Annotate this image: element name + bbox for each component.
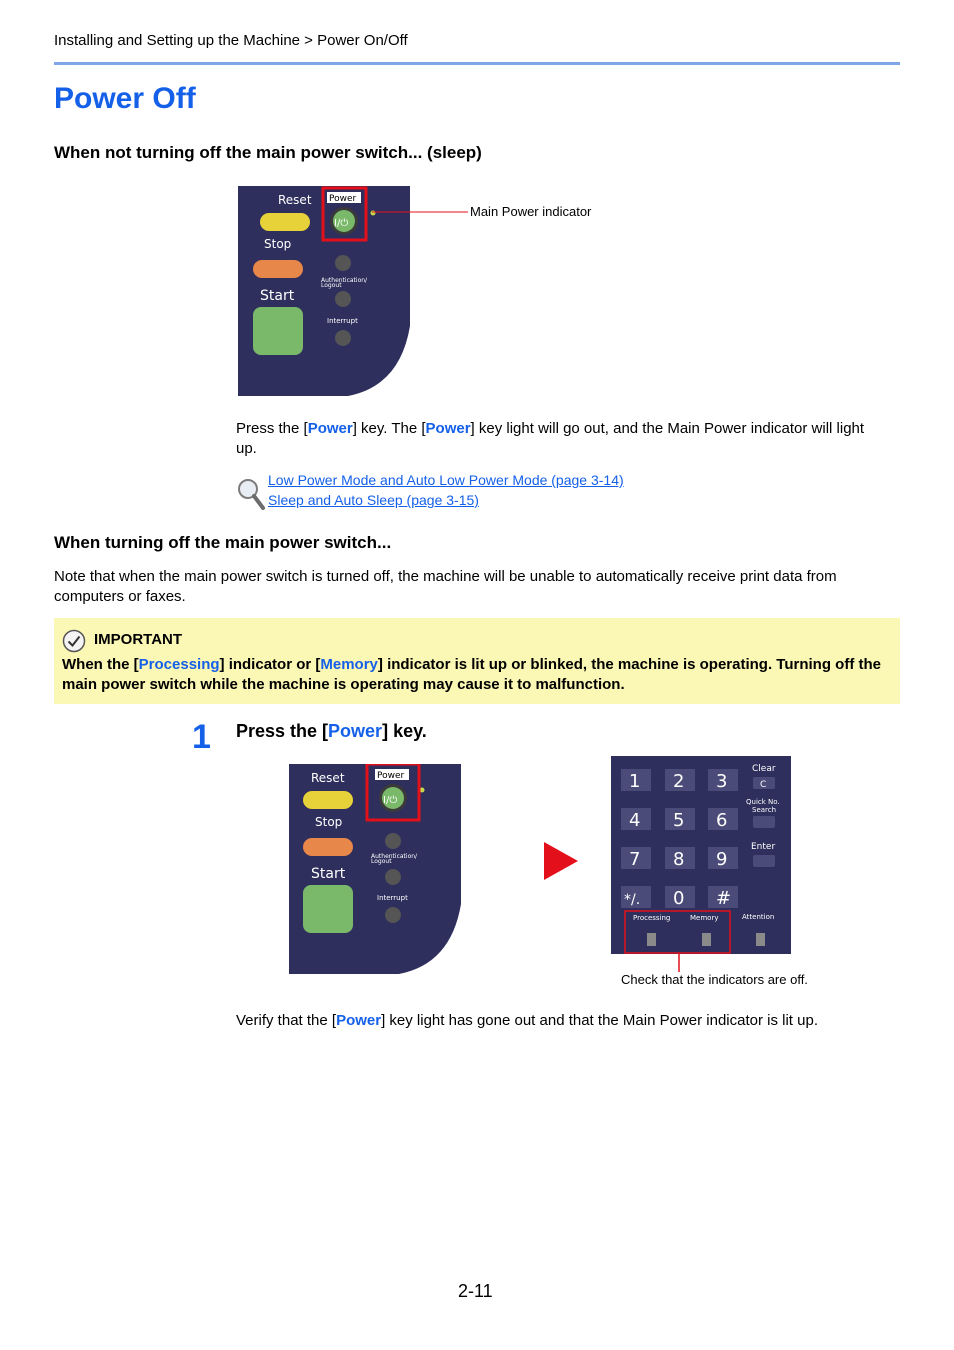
key-4: 4: [629, 810, 641, 831]
page-number: 2-11: [458, 1281, 493, 1301]
arrow-right-icon: [544, 842, 580, 880]
auth-label-1: Authentication/: [321, 277, 368, 284]
quick-no-label-1: Quick No.: [746, 798, 780, 806]
checkmark-icon: [62, 629, 86, 653]
key-hash: #: [716, 888, 732, 909]
processing-ref: Processing: [138, 656, 220, 673]
interrupt-label: Interrupt: [327, 317, 358, 325]
verify-text: Verify that the [Power] key light has gone out and that the Main Power indicator is lit up.: [236, 1012, 818, 1029]
attention-indicator: [756, 933, 765, 946]
section-heading-sleep: When not turning off the main power switch... (sleep): [54, 143, 482, 162]
callout-leader-line: [370, 205, 470, 219]
key-star: */.: [624, 892, 641, 908]
start-key: [253, 307, 303, 355]
link-low-power-mode[interactable]: Low Power Mode and Auto Low Power Mode (page 3-14): [268, 472, 624, 488]
memory-ref: Memory: [320, 656, 378, 673]
keypad-image: [611, 756, 791, 954]
key-5: 5: [673, 810, 685, 831]
stop-key: [303, 838, 353, 856]
memory-label: Memory: [690, 914, 719, 922]
reset-key: [303, 791, 353, 809]
power-key-ref: Power: [328, 721, 383, 741]
processing-indicator: [647, 933, 656, 946]
link-sleep-mode[interactable]: Sleep and Auto Sleep (page 3-15): [268, 492, 479, 508]
breadcrumb: Installing and Setting up the Machine > Power On/Off: [54, 32, 408, 49]
memory-indicator: [702, 933, 711, 946]
quick-no-label-2: Search: [752, 806, 777, 814]
processing-label: Processing: [633, 914, 671, 922]
key-2: 2: [673, 771, 685, 792]
power-label: Power: [329, 194, 357, 204]
interrupt-label: Interrupt: [377, 894, 408, 902]
important-box: [54, 618, 900, 704]
key-7: 7: [629, 849, 641, 870]
reset-key: [260, 213, 310, 231]
indicators-caption: Check that the indicators are off.: [621, 972, 808, 987]
main-power-indicator-callout: Main Power indicator: [470, 204, 592, 219]
operation-panel-image-step: [289, 764, 461, 977]
key-8: 8: [673, 849, 685, 870]
power-key-ref: Power: [425, 420, 471, 437]
power-key-ref: Power: [307, 420, 353, 437]
auth-label-2: Logout: [321, 282, 342, 289]
attention-label: Attention: [742, 913, 775, 921]
reset-label: Reset: [311, 771, 345, 785]
section-heading-main-switch: When turning off the main power switch...: [54, 533, 392, 552]
clear-label: Clear: [752, 764, 776, 774]
power-symbol: I/⏻: [383, 795, 398, 806]
step-instruction: Press the [Power] key.: [236, 721, 427, 741]
stop-label: Stop: [315, 815, 343, 829]
sleep-description: Press the [Power] key. The [Power] key light will go out, and the Main Power indicator will light up.: [236, 420, 865, 457]
step-number: 1: [192, 718, 211, 756]
stop-key: [253, 260, 303, 278]
header-rule: [54, 62, 900, 65]
clear-key: C: [760, 780, 767, 790]
power-label: Power: [377, 771, 405, 781]
key-0: 0: [673, 888, 685, 909]
page-title: Power Off: [54, 82, 196, 115]
key-9: 9: [716, 849, 728, 870]
key-6: 6: [716, 810, 728, 831]
caption-leader-line: [676, 953, 682, 973]
start-label: Start: [260, 288, 295, 304]
magnifier-icon: [236, 477, 266, 511]
stop-label: Stop: [264, 237, 292, 251]
reset-label: Reset: [278, 193, 312, 207]
enter-label: Enter: [751, 842, 776, 852]
important-text: When the [Processing] indicator or [Memory] indicator is lit up or blinked, the machine is operating. Turning off the main power switch while the machine is operating may cause it to malfunction.: [62, 656, 881, 693]
key-3: 3: [716, 771, 728, 792]
start-key: [303, 885, 353, 933]
power-symbol: I/⏻: [334, 218, 349, 229]
start-label: Start: [311, 866, 346, 882]
main-switch-note: Note that when the main power switch is turned off, the machine will be unable to automatically receive print data from computers or faxes.: [54, 568, 837, 605]
important-label: IMPORTANT: [94, 631, 183, 648]
auth-label-1: Authentication/: [371, 853, 418, 860]
power-key-ref: Power: [336, 1012, 382, 1029]
auth-label-2: Logout: [371, 858, 392, 865]
key-1: 1: [629, 771, 641, 792]
